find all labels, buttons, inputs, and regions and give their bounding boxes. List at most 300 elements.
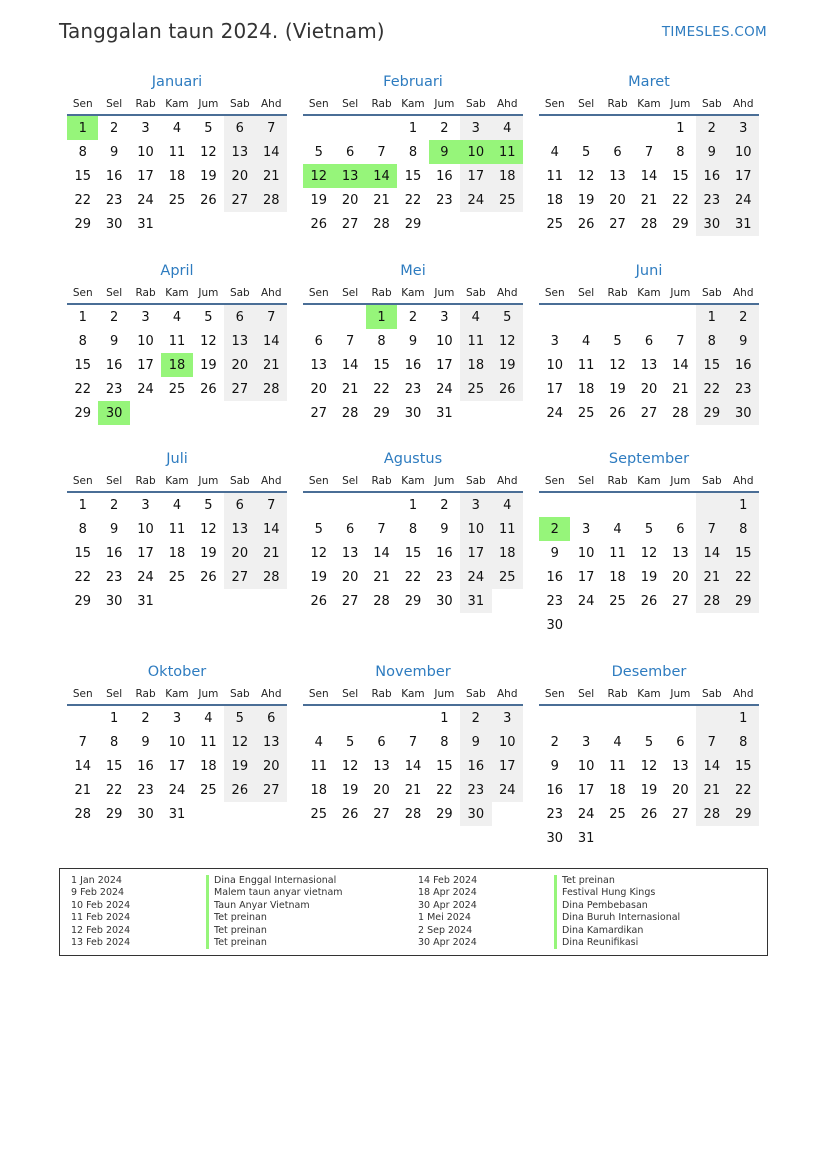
weekday-header	[303, 471, 523, 493]
calendar-day: 31	[577, 830, 595, 846]
calendar-day: 31	[137, 216, 154, 232]
day-grid	[539, 493, 759, 637]
weekday-header	[539, 94, 759, 116]
calendar-day: 7	[256, 493, 287, 517]
empty-cell	[665, 493, 696, 517]
calendar-day: 7	[644, 144, 654, 160]
calendar-day: 8	[78, 521, 87, 537]
legend-date: 14 Feb 2024	[418, 875, 478, 886]
calendar-day: 11	[310, 758, 327, 774]
calendar-day: 14	[256, 140, 287, 164]
calendar-day: 26	[492, 377, 523, 401]
calendar-day: 22	[404, 569, 422, 585]
calendar-day: 16	[105, 357, 123, 373]
weekday-label: Sab	[701, 688, 722, 700]
weekday-label: Ahd	[732, 287, 754, 299]
calendar-day: 9	[550, 545, 559, 561]
month-juni	[539, 260, 759, 425]
calendar-day: 3	[581, 734, 591, 750]
weekday-header	[67, 684, 287, 706]
calendar-day: 24	[137, 381, 154, 397]
calendar-day: 4	[314, 734, 323, 750]
calendar-day: 5	[224, 706, 255, 730]
calendar-day: 12	[224, 730, 255, 754]
weekday-label: Jum	[670, 98, 691, 110]
calendar-day: 27	[224, 188, 255, 212]
calendar-day: 1	[109, 710, 119, 726]
calendar-day: 17	[460, 541, 491, 565]
calendar-day: 4	[172, 120, 182, 136]
calendar-day: 22	[696, 377, 727, 401]
calendar-day: 13	[224, 329, 255, 353]
day-grid	[539, 706, 759, 850]
calendar-day: 28	[256, 188, 287, 212]
calendar-day: 16	[105, 168, 123, 184]
weekday-label: Rab	[135, 475, 156, 487]
calendar-day: 31	[728, 212, 759, 236]
calendar-day: 6	[224, 493, 255, 517]
weekday-label: Sen	[308, 688, 329, 700]
calendar-day: 15	[404, 168, 422, 184]
calendar-day: 14	[74, 758, 91, 774]
legend-right-names	[554, 875, 680, 949]
calendar-day: 30	[728, 401, 759, 425]
empty-cell	[570, 305, 601, 329]
calendar-day: 26	[200, 192, 217, 208]
calendar-day: 9	[460, 730, 491, 754]
calendar-day: 30	[105, 216, 123, 232]
calendar-day: 5	[345, 734, 355, 750]
calendar-day: 17	[137, 168, 154, 184]
page-title: Tanggalan taun 2024. (Vietnam)	[59, 19, 385, 43]
holiday-day: 30	[98, 401, 129, 425]
month-desember	[539, 661, 759, 850]
calendar-day: 9	[141, 734, 150, 750]
weekday-label: Jum	[434, 98, 455, 110]
calendar-day: 2	[440, 497, 449, 513]
calendar-day: 28	[696, 802, 727, 826]
calendar-day: 24	[546, 405, 563, 421]
month-april	[67, 260, 287, 425]
weekday-label: Sel	[578, 688, 595, 700]
weekday-label: Sab	[465, 688, 486, 700]
calendar-day: 6	[224, 116, 255, 140]
weekday-label: Kam	[165, 688, 189, 700]
calendar-day: 3	[172, 710, 182, 726]
weekday-label: Sel	[342, 98, 359, 110]
calendar-day: 28	[373, 593, 390, 609]
calendar-day: 19	[577, 192, 595, 208]
month-name: Oktober	[147, 664, 207, 680]
calendar-day: 1	[78, 497, 87, 513]
month-name: November	[375, 664, 451, 680]
calendar-day: 2	[141, 710, 150, 726]
calendar-day: 12	[492, 329, 523, 353]
calendar-day: 15	[728, 754, 759, 778]
calendar-day: 21	[341, 381, 359, 397]
weekday-label: Rab	[371, 688, 392, 700]
holiday-day: 10	[460, 140, 491, 164]
calendar-day: 13	[672, 545, 689, 561]
weekday-label: Sab	[701, 475, 722, 487]
weekday-label: Kam	[637, 475, 661, 487]
calendar-day: 20	[224, 541, 255, 565]
legend-date: 2 Sep 2024	[418, 924, 473, 936]
calendar-day: 3	[141, 120, 150, 136]
calendar-day: 8	[78, 144, 87, 160]
calendar-day: 9	[408, 333, 418, 349]
calendar-day: 31	[460, 589, 491, 613]
calendar-day: 19	[310, 192, 327, 208]
month-name: Juli	[166, 451, 188, 467]
calendar-day: 10	[137, 333, 154, 349]
calendar-day: 29	[404, 216, 422, 232]
day-grid	[303, 305, 523, 425]
weekday-label: Rab	[135, 98, 156, 110]
weekday-label: Sab	[701, 287, 722, 299]
calendar-day: 23	[546, 806, 563, 822]
calendar-day: 9	[109, 521, 119, 537]
calendar-day: 4	[172, 497, 182, 513]
calendar-day: 19	[492, 353, 523, 377]
weekday-label: Sen	[544, 287, 565, 299]
weekday-label: Sab	[465, 287, 486, 299]
month-name: April	[160, 263, 194, 279]
calendar-day: 29	[74, 216, 91, 232]
calendar-day: 20	[310, 381, 327, 397]
calendar-day: 2	[109, 120, 119, 136]
calendar-day: 22	[404, 192, 422, 208]
calendar-day: 1	[728, 706, 759, 730]
legend-date: 12 Feb 2024	[71, 924, 131, 936]
calendar-day: 15	[105, 758, 123, 774]
calendar-day: 27	[373, 806, 390, 822]
calendar-day: 10	[168, 734, 186, 750]
calendar-day: 4	[492, 493, 523, 517]
weekday-label: Sel	[342, 475, 359, 487]
calendar-day: 21	[696, 565, 727, 589]
calendar-day: 13	[310, 357, 327, 373]
calendar-day: 25	[168, 192, 186, 208]
calendar-day: 27	[341, 593, 359, 609]
calendar-day: 26	[609, 405, 626, 421]
calendar-day: 8	[728, 517, 759, 541]
weekday-label: Sen	[72, 688, 93, 700]
weekday-header	[303, 94, 523, 116]
calendar-day: 5	[613, 333, 622, 349]
calendar-day: 19	[200, 357, 217, 373]
calendar-day: 5	[581, 144, 591, 160]
weekday-label: Ahd	[260, 688, 282, 700]
calendar-day: 21	[404, 782, 422, 798]
calendar-day: 20	[341, 569, 359, 585]
calendar-day: 5	[644, 734, 654, 750]
weekday-label: Rab	[607, 98, 628, 110]
calendar-day: 6	[613, 144, 622, 160]
calendar-day: 20	[672, 569, 689, 585]
calendar-day: 3	[550, 333, 559, 349]
calendar-day: 22	[728, 565, 759, 589]
empty-cell	[366, 116, 397, 140]
calendar-day: 15	[728, 541, 759, 565]
calendar-day: 24	[137, 192, 154, 208]
weekday-label: Kam	[401, 98, 425, 110]
calendar-day: 2	[109, 497, 119, 513]
calendar-day: 19	[200, 168, 217, 184]
calendar-day: 23	[546, 593, 563, 609]
calendar-day: 23	[137, 782, 154, 798]
calendar-day: 8	[109, 734, 119, 750]
calendar-day: 6	[314, 333, 323, 349]
calendar-day: 28	[74, 806, 91, 822]
month-september	[539, 448, 759, 637]
empty-cell	[602, 305, 633, 329]
calendar-day: 20	[609, 192, 626, 208]
calendar-day: 15	[672, 168, 689, 184]
calendar-day: 21	[256, 353, 287, 377]
empty-cell	[570, 706, 601, 730]
calendar-day: 29	[728, 589, 759, 613]
calendar-day: 25	[577, 405, 595, 421]
calendar-day: 7	[696, 517, 727, 541]
empty-cell	[633, 706, 664, 730]
calendar-day: 25	[546, 216, 563, 232]
calendar-day: 3	[581, 521, 591, 537]
empty-cell	[539, 493, 570, 517]
empty-cell	[366, 706, 397, 730]
calendar-day: 6	[676, 734, 685, 750]
empty-cell	[303, 493, 334, 517]
weekday-label: Rab	[371, 98, 392, 110]
holiday-day: 13	[334, 164, 365, 188]
calendar-day: 13	[341, 545, 359, 561]
calendar-day: 18	[492, 164, 523, 188]
calendar-day: 10	[137, 144, 154, 160]
calendar-day: 15	[696, 353, 727, 377]
calendar-day: 9	[728, 329, 759, 353]
day-grid	[539, 305, 759, 425]
calendar-day: 24	[137, 569, 154, 585]
weekday-label: Kam	[401, 287, 425, 299]
month-november	[303, 661, 523, 826]
weekday-label: Sel	[578, 98, 595, 110]
calendar-day: 10	[728, 140, 759, 164]
calendar-day: 5	[204, 120, 213, 136]
calendar-day: 23	[105, 381, 123, 397]
calendar-day: 17	[137, 545, 154, 561]
calendar-day: 21	[640, 192, 658, 208]
calendar-day: 19	[310, 569, 327, 585]
calendar-day: 11	[609, 758, 626, 774]
calendar-day: 15	[74, 545, 91, 561]
calendar-day: 29	[74, 593, 91, 609]
calendar-day: 30	[436, 593, 453, 609]
weekday-header	[67, 471, 287, 493]
calendar-day: 20	[256, 754, 287, 778]
calendar-day: 29	[672, 216, 689, 232]
calendar-day: 15	[373, 357, 390, 373]
calendar-day: 7	[377, 521, 386, 537]
calendar-day: 29	[105, 806, 123, 822]
calendar-day: 24	[460, 188, 491, 212]
calendar-day: 12	[200, 144, 217, 160]
legend-date: 30 Apr 2024	[418, 936, 477, 948]
calendar-day: 13	[373, 758, 390, 774]
empty-cell	[334, 116, 365, 140]
calendar-day: 6	[345, 521, 355, 537]
weekday-label: Kam	[401, 688, 425, 700]
calendar-day: 18	[310, 782, 327, 798]
weekday-label: Rab	[607, 475, 628, 487]
weekday-label: Ahd	[732, 98, 754, 110]
calendar-day: 11	[460, 329, 491, 353]
calendar-day: 10	[546, 357, 563, 373]
holiday-legend	[59, 868, 768, 956]
weekday-label: Sab	[229, 98, 250, 110]
calendar-day: 22	[728, 778, 759, 802]
holiday-day: 9	[429, 140, 460, 164]
calendar-day: 17	[546, 381, 563, 397]
weekday-label: Sel	[106, 688, 123, 700]
calendar-day: 4	[550, 144, 559, 160]
weekday-label: Ahd	[496, 688, 518, 700]
month-name: September	[608, 451, 690, 467]
calendar-day: 14	[341, 357, 359, 373]
calendar-day: 26	[200, 569, 217, 585]
calendar-day: 29	[728, 802, 759, 826]
empty-cell	[303, 305, 334, 329]
month-name: Mei	[400, 263, 426, 279]
calendar-day: 29	[74, 405, 91, 421]
calendar-day: 9	[440, 521, 449, 537]
calendar-day: 31	[436, 405, 453, 421]
weekday-header	[303, 684, 523, 706]
calendar-day: 1	[78, 309, 87, 325]
calendar-day: 26	[640, 593, 658, 609]
calendar-day: 16	[137, 758, 154, 774]
legend-holiday-name: Dina Kamardikan	[554, 925, 680, 937]
calendar-day: 10	[137, 521, 154, 537]
weekday-label: Jum	[434, 475, 455, 487]
calendar-day: 28	[341, 405, 359, 421]
holiday-day: 2	[539, 517, 570, 541]
calendar-day: 17	[577, 569, 595, 585]
weekday-header	[539, 684, 759, 706]
calendar-day: 21	[74, 782, 91, 798]
calendar-day: 13	[224, 140, 255, 164]
weekday-label: Ahd	[260, 287, 282, 299]
empty-cell	[539, 305, 570, 329]
calendar-day: 28	[373, 216, 390, 232]
calendar-day: 5	[204, 497, 213, 513]
weekday-label: Sen	[72, 475, 93, 487]
legend-date: 18 Apr 2024	[418, 887, 477, 899]
brand-link[interactable]: TIMESLES.COM	[661, 24, 767, 40]
weekday-label: Ahd	[732, 688, 754, 700]
legend-date: 9 Feb 2024	[71, 887, 125, 899]
calendar-day: 26	[640, 806, 658, 822]
weekday-label: Ahd	[496, 475, 518, 487]
calendar-day: 2	[440, 120, 449, 136]
calendar-day: 29	[373, 405, 390, 421]
calendar-day: 14	[696, 754, 727, 778]
calendar-day: 1	[728, 493, 759, 517]
calendar-day: 5	[492, 305, 523, 329]
calendar-day: 6	[224, 305, 255, 329]
weekday-label: Ahd	[496, 287, 518, 299]
holiday-day: 18	[161, 353, 192, 377]
empty-cell	[633, 305, 664, 329]
day-grid	[67, 305, 287, 425]
month-name: Juni	[635, 263, 663, 279]
calendar-day: 22	[105, 782, 123, 798]
month-name: Januari	[151, 74, 203, 90]
holiday-day: 12	[303, 164, 334, 188]
legend-holiday-name: Dina Buruh Internasional	[554, 912, 680, 924]
month-name: Maret	[628, 74, 670, 90]
calendar-day: 14	[373, 545, 390, 561]
weekday-label: Sab	[229, 475, 250, 487]
calendar-day: 9	[109, 144, 119, 160]
calendar-day: 7	[408, 734, 418, 750]
calendar-day: 14	[256, 517, 287, 541]
empty-cell	[67, 706, 98, 730]
calendar-day: 7	[676, 333, 685, 349]
weekday-label: Sab	[465, 475, 486, 487]
weekday-label: Sen	[72, 98, 93, 110]
month-agustus	[303, 448, 523, 613]
month-oktober	[67, 661, 287, 826]
calendar-day: 24	[460, 565, 491, 589]
weekday-label: Jum	[434, 287, 455, 299]
calendar-day: 16	[728, 353, 759, 377]
calendar-day: 24	[577, 593, 595, 609]
calendar-day: 6	[377, 734, 386, 750]
legend-date: 13 Feb 2024	[71, 936, 131, 948]
calendar-day: 27	[256, 778, 287, 802]
day-grid	[303, 706, 523, 826]
empty-cell	[334, 493, 365, 517]
calendar-day: 11	[546, 168, 563, 184]
calendar-day: 5	[314, 144, 323, 160]
calendar-day: 11	[168, 521, 186, 537]
calendar-day: 25	[168, 381, 186, 397]
legend-holiday-name: Taun Anyar Vietnam	[206, 900, 343, 912]
calendar-day: 15	[74, 357, 91, 373]
calendar-day: 22	[74, 192, 91, 208]
calendar-day: 30	[404, 405, 422, 421]
calendar-day: 12	[577, 168, 595, 184]
calendar-day: 26	[310, 593, 327, 609]
calendar-day: 25	[310, 806, 327, 822]
calendar-day: 23	[436, 192, 453, 208]
calendar-day: 28	[404, 806, 422, 822]
calendar-day: 1	[696, 305, 727, 329]
day-grid	[67, 706, 287, 826]
calendar-day: 4	[492, 116, 523, 140]
calendar-day: 3	[728, 116, 759, 140]
weekday-label: Sel	[106, 287, 123, 299]
calendar-day: 4	[172, 309, 182, 325]
calendar-day: 1	[408, 497, 418, 513]
calendar-day: 8	[78, 333, 87, 349]
day-grid	[303, 116, 523, 236]
weekday-header	[67, 94, 287, 116]
calendar-day: 6	[676, 521, 685, 537]
calendar-day: 23	[460, 778, 491, 802]
calendar-day: 6	[345, 144, 355, 160]
legend-holiday-name: Dina Enggal Internasional	[206, 875, 343, 887]
